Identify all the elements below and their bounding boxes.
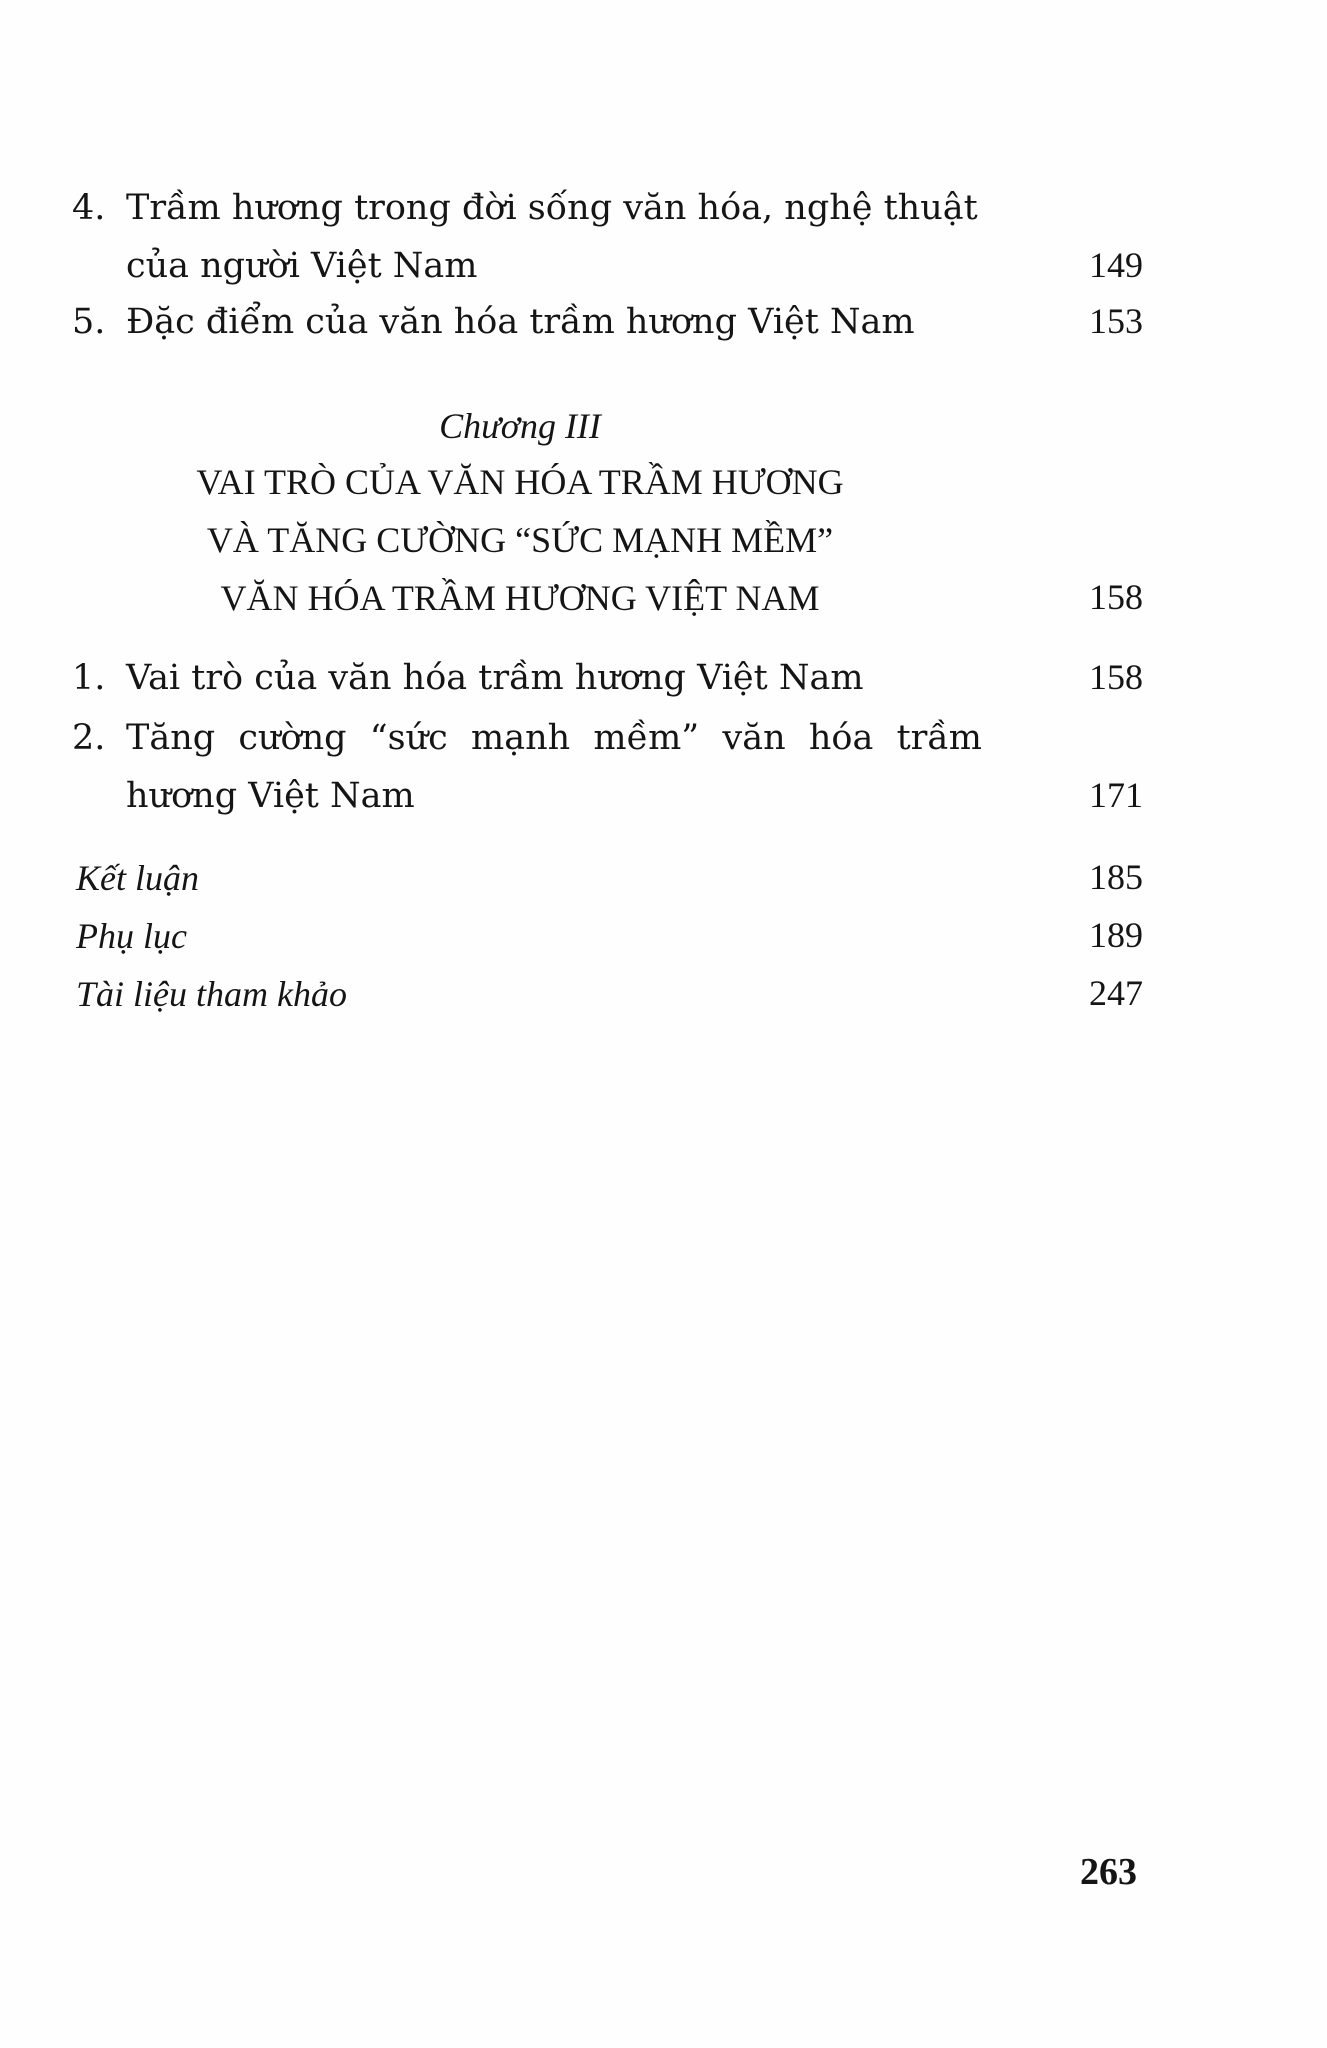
folio-page-number: 263 xyxy=(1080,1851,1137,1893)
toc-page-number: 153 xyxy=(1089,301,1143,341)
toc-entry-text: Tăng cường “sức mạnh mềm” văn hóa trầm xyxy=(126,718,982,758)
toc-entry-number: 5. xyxy=(72,302,106,342)
toc-entry-text: Đặc điểm của văn hóa trầm hương Việt Nam xyxy=(126,302,915,342)
toc-entry-number: 2. xyxy=(72,718,106,758)
chapter-title-line-3: VĂN HÓA TRẦM HƯƠNG VIỆT NAM xyxy=(220,578,820,618)
chapter-title-line-1: VAI TRÒ CỦA VĂN HÓA TRẦM HƯƠNG xyxy=(196,462,844,502)
chapter-title-line-2: VÀ TĂNG CƯỜNG “SỨC MẠNH MỀM” xyxy=(206,520,834,560)
toc-page-number: 171 xyxy=(1089,775,1143,815)
toc-back-matter-appendix: Phụ lục xyxy=(76,916,187,956)
toc-entry-text: Vai trò của văn hóa trầm hương Việt Nam xyxy=(126,658,864,698)
toc-page-number: 185 xyxy=(1089,857,1143,897)
chapter-page-number: 158 xyxy=(1089,577,1143,617)
chapter-label: Chương III xyxy=(439,406,601,446)
toc-entry-number: 1. xyxy=(72,658,106,698)
toc-entry-text: Trầm hương trong đời sống văn hóa, nghệ thuật xyxy=(126,188,978,228)
toc-page-number: 189 xyxy=(1089,915,1143,955)
toc-entry-number: 4. xyxy=(72,188,106,228)
toc-page-number: 247 xyxy=(1089,973,1143,1013)
toc-entry-text-continued: hương Việt Nam xyxy=(126,776,415,816)
toc-back-matter-references: Tài liệu tham khảo xyxy=(76,974,347,1014)
toc-entry-text-continued: của người Việt Nam xyxy=(126,246,478,286)
toc-page-number: 149 xyxy=(1089,245,1143,285)
toc-page-number: 158 xyxy=(1089,657,1143,697)
toc-back-matter-conclusion: Kết luận xyxy=(76,858,199,898)
